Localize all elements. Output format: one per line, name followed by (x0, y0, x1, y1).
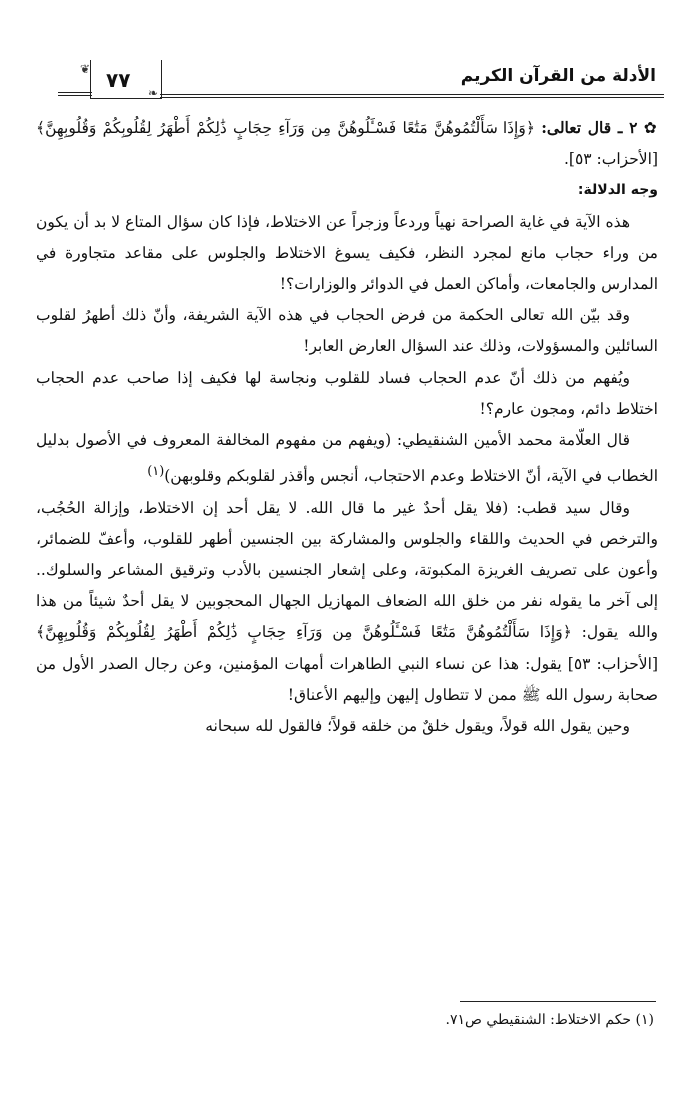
quote-text: وقال سيد قطب: (فلا يقل أحدٌ غير ما قال الله. لا يقل أحد إن الاختلاط، وإزالة الحُجُب، والترخص في الحديث واللقاء والجلوس والمشاركة بين الجنسين أطهر للقلوب، وأعفّ للضمائر، وأعون على تصريف الغريزة المكبوتة، وعلى إشعار الجنسين بالأدب وترقيق المشاعر والسلوك.. إلى آخر ما يقوله نفر من خلق الله الضعاف المهازيل الجهال المحجوبين لا يقل أحدٌ شيئاً من هذا والله يقول: (36, 498, 658, 642)
quran-verse: ﴿وَإِذَا سَأَلْتُمُوهُنَّ مَتَٰعًا فَسْـَٔلُوهُنَّ مِن وَرَآءِ حِجَابٍ ذَٰلِكُمْ أَطْهَرُ لِقُلُوبِكُمْ وَقُلُوبِهِنَّ﴾ (36, 623, 572, 642)
paragraph: هذه الآية في غاية الصراحة نهياً وردعاً وزجراً عن الاختلاط، فإذا كان سؤال المتاع لا بد أن يكون من وراء حجاب مانع لمجرد النظر، فكيف يسوغ الاختلاط والجلوس على مقاعد متجاورة في المدارس والجامعات، وأماكن العمل في الدوائر والوزارات؟! (36, 212, 658, 294)
header-rule-top (160, 94, 664, 95)
quote-text-continued: [الأحزاب: ٥٣] يقول: هذا عن نساء النبي الطاهرات أمهات المؤمنين، وعن رجال الصدر الأول من صحابة رسول الله ﷺ ممن لا تتطاول إليهن وإليهم الأعناق! (36, 654, 659, 704)
paragraph-quote-qutb (36, 493, 658, 711)
page-header (0, 0, 694, 110)
section-heading: وجه الدلالة: (577, 182, 658, 199)
footnote: (١) حكم الاختلاط: الشنقيطي ص٧١. (445, 1012, 654, 1028)
book-title: الأدلة من القرآن الكريم (460, 66, 656, 86)
verse-reference: [الأحزاب: ٥٣]. (563, 150, 658, 169)
quran-verse: ﴿وَإِذَا سَأَلْتُمُوهُنَّ مَتَٰعًا فَسْـَٔلُوهُنَّ مِن وَرَآءِ حِجَابٍ ذَٰلِكُمْ أَطْهَرُ لِقُلُوبِكُمْ وَقُلُوبِهِنَّ﴾ (36, 119, 535, 137)
leaf-ornament-icon: ❦ (80, 62, 91, 76)
item-marker: ٢ ـ قال تعالى: (541, 118, 638, 137)
paragraph-verse-1 (36, 112, 658, 175)
flower-bullet-icon: ✿ (637, 119, 658, 137)
header-rule-bottom (160, 97, 664, 98)
paragraph: وحين يقول الله قولاً، ويقول خلقٌ من خلقه قولاً؛ فالقول لله سبحانه (205, 717, 630, 736)
page-body (36, 112, 658, 742)
paragraph-quote-shinqiti (36, 425, 658, 493)
quote-text: قال العلّامة محمد الأمين الشنقيطي: (ويفهم من مفهوم المخالفة المعروف في الأصول بدليل الخطاب في الآية، أنّ الاختلاط وعدم الاحتجاب، أنجس وأقذر لقلوبكم وقلوبهن) (36, 431, 658, 486)
page-number: ٧٧ (106, 68, 131, 92)
paragraph: ويُفهم من ذلك أنّ عدم الحجاب فساد للقلوب ونجاسة لها فكيف إذا صاحب عدم الحجاب اختلاط دائم، ومجون عارم؟! (36, 368, 658, 418)
paragraph: وقد بيّن الله تعالى الحكمة من فرض الحجاب في هذه الآية الشريفة، وأنّ ذلك أطهرُ لقلوب السائلين والمسؤولات، وذلك عند السؤال العارض العابر! (36, 306, 658, 356)
header-rule-left-top (58, 92, 92, 93)
header-rule-left-bottom (58, 95, 92, 96)
footnote-separator (460, 1001, 656, 1002)
footnote-marker: (١) (147, 464, 165, 480)
leaf-ornament-icon: ❧ (148, 86, 159, 100)
